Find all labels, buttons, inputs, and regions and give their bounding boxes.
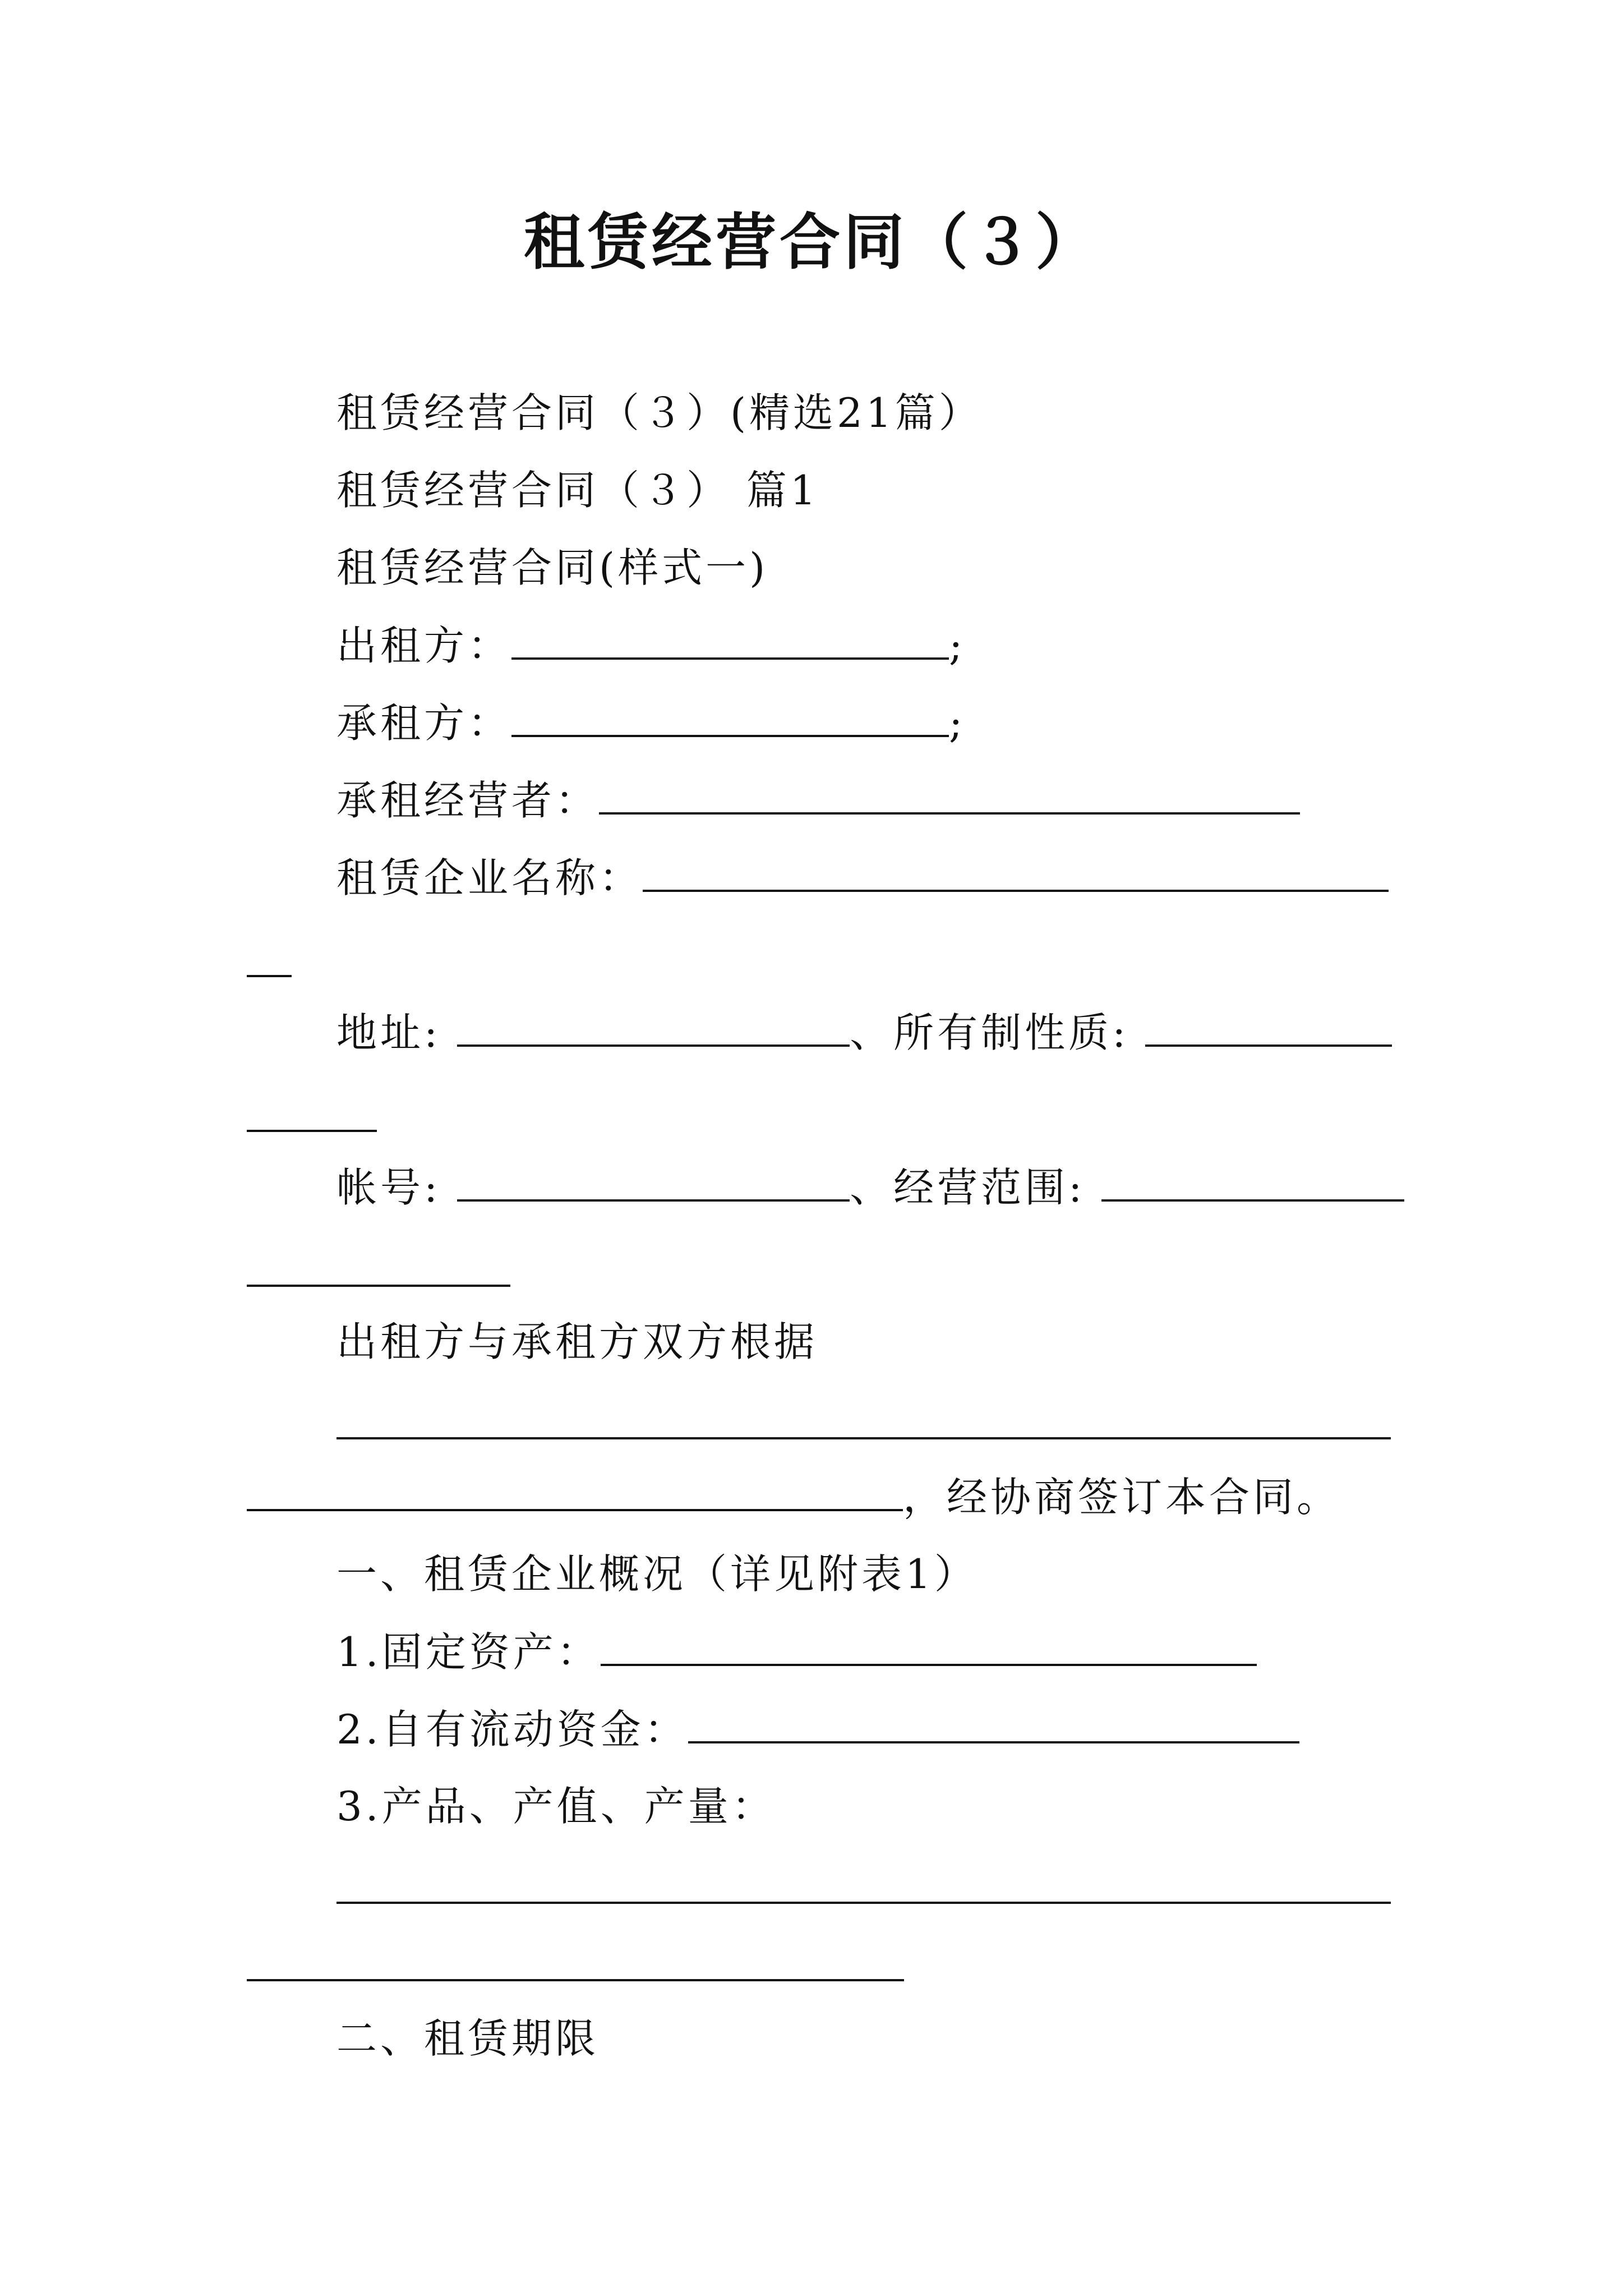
document-title: 租赁经营合同（３） <box>523 207 1099 278</box>
operator-blank[interactable] <box>599 773 1300 815</box>
lessee-semicolon: ; <box>949 700 966 747</box>
lessor-semicolon: ; <box>949 622 966 669</box>
clause-1-heading: 一、租赁企业概况（详见附表1） <box>336 1550 978 1598</box>
ownership-blank[interactable] <box>1145 1005 1392 1047</box>
lessor-blank[interactable] <box>511 618 949 660</box>
agreement-line <box>247 1470 1340 1524</box>
products-line <box>336 1779 776 1833</box>
address-label: 地址: <box>336 1009 441 1056</box>
operator-label: 承租经营者： <box>336 777 600 824</box>
address-blank[interactable] <box>457 1005 850 1047</box>
section-heading: 租赁经营合同（３） 篇1 <box>336 467 819 514</box>
fixed-assets-line <box>336 1625 1257 1679</box>
lessee-blank[interactable] <box>511 696 949 737</box>
working-capital-label: 2.自有流动资金： <box>336 1706 688 1753</box>
basis-blank-continuation[interactable] <box>247 1470 903 1511</box>
scope-blank[interactable] <box>1101 1160 1404 1202</box>
enterprise-name-blank[interactable] <box>643 850 1389 892</box>
fixed-assets-blank[interactable] <box>601 1625 1257 1666</box>
scope-label: 、经营范围: <box>850 1164 1086 1211</box>
address-ownership-line <box>336 1005 1392 1060</box>
account-blank[interactable] <box>457 1160 850 1202</box>
account-scope-line <box>336 1160 1404 1214</box>
products-blank-continuation[interactable] <box>247 1979 904 1981</box>
lessor-label: 出租方： <box>336 622 512 669</box>
operator-line <box>336 773 1300 827</box>
ownership-blank-continuation[interactable] <box>247 1130 377 1132</box>
basis-text: 出租方与承租方双方根据 <box>336 1318 818 1365</box>
ownership-label: 、所有制性质: <box>850 1009 1129 1056</box>
enterprise-name-blank-continuation[interactable] <box>247 975 292 977</box>
scope-blank-continuation[interactable] <box>247 1285 510 1287</box>
fixed-assets-label: 1.固定资产： <box>336 1628 601 1676</box>
products-blank[interactable] <box>336 1902 1391 1904</box>
working-capital-line <box>336 1702 1299 1756</box>
agreement-text: ，经协商签订本合同。 <box>903 1474 1341 1521</box>
lessor-line <box>336 618 966 673</box>
products-label: 3.产品、产值、产量： <box>336 1783 776 1830</box>
form-name: 租赁经营合同(样式一) <box>336 544 769 591</box>
basis-blank[interactable] <box>336 1437 1391 1439</box>
subtitle-line: 租赁经营合同（３）(精选21篇） <box>336 389 983 436</box>
enterprise-name-line <box>336 850 1389 905</box>
working-capital-blank[interactable] <box>688 1702 1299 1743</box>
lessee-label: 承租方： <box>336 700 512 747</box>
account-label: 帐号: <box>336 1164 441 1211</box>
enterprise-name-label: 租赁企业名称： <box>336 854 643 901</box>
lessee-line <box>336 696 966 750</box>
clause-2-heading: 二、租赁期限 <box>336 2015 600 2062</box>
